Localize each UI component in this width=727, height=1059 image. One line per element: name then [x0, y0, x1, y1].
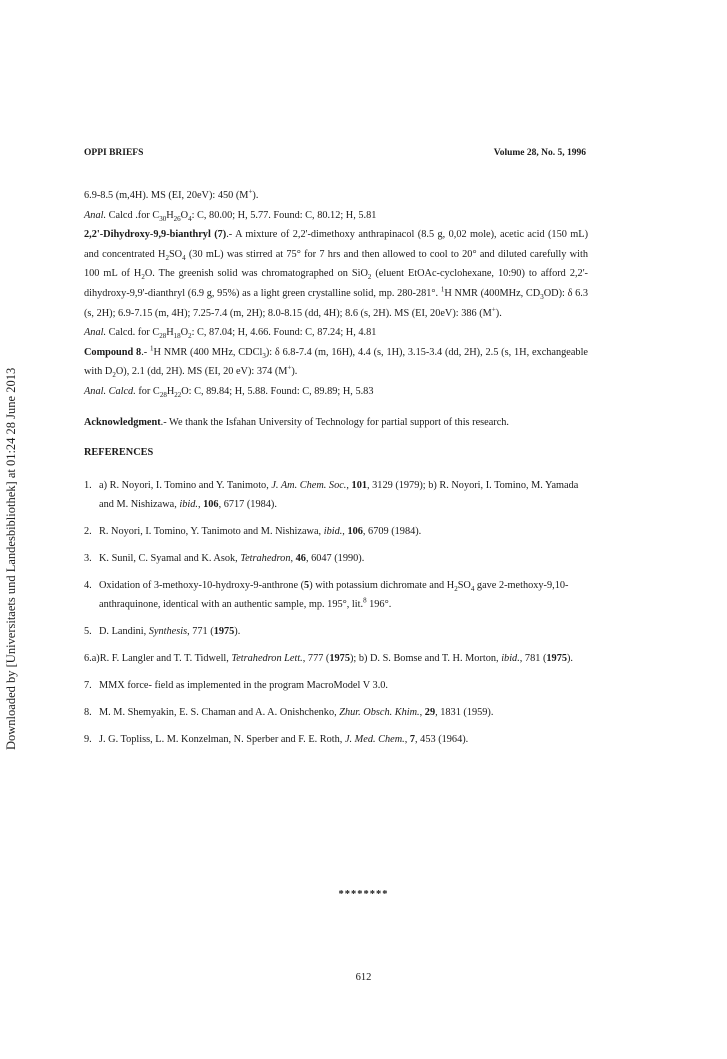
reference-item: 4. Oxidation of 3-methoxy-10-hydroxy-9-anthrone (5) with potassium dichromate and $H_2SO_4$ gave 2-methoxy-9,10-anthraquinone, identical with an authentic sample, mp. 195°, lit.$^8$ 196°.: [84, 579, 569, 610]
reference-item: 5. D. Landini, Synthesis, 771 (1975).: [84, 625, 241, 637]
reference-item: 8. M. M. Shemyakin, E. S. Chaman and A. A. Onishchenko, Zhur. Obsch. Khim., 29, 1831 (1959).: [84, 706, 494, 718]
analysis-line-1: Anal. Calcd .for $C_{30}H_{26}O_4$: C, 80.00; H, 5.77. Found: C, 80.12; H, 5.81: [84, 209, 377, 223]
acknowledgment-title: Acknowledgment: [84, 416, 161, 428]
end-of-article-marker: ********: [338, 889, 389, 900]
reference-item: 9. J. G. Topliss, L. M. Konzelman, N. Sperber and F. E. Roth, J. Med. Chem., 7, 453 (1964).: [84, 733, 469, 745]
compound-8-paragraph: Compound 8.- $^1$H NMR (400 MHz, CDCl$_3$): δ 6.8-7.4 (m, 16H), 4.4 (s, 1H), 3.15-3.4 (dd, 2H), 2.5 (s, 1H, exchangeable with $D_2O$), 2.1 (dd, 2H). MS (EI, 20 eV): 374 (M+).: [84, 344, 589, 380]
compound-7-title: 2,2'-Dihydroxy-9,9-bianthryl (7): [84, 229, 227, 241]
reference-item: 3. K. Sunil, C. Syamal and K. Asok, Tetrahedron, 46, 6047 (1990).: [84, 552, 365, 564]
volume-info: Volume 28, No. 5, 1996: [493, 148, 586, 158]
reference-item: 2. R. Noyori, I. Tomino, Y. Tanimoto and M. Nishizawa, ibid., 106, 6709 (1984).: [84, 525, 422, 537]
ms-data-line: 6.9-8.5 (m,4H). MS (EI, 20eV): 450 (M+).: [84, 187, 259, 201]
acknowledgment-paragraph: Acknowledgment.- We thank the Isfahan University of Technology for partial support of this research.: [84, 416, 510, 428]
analysis-line-3: Anal. Calcd. for $C_{28}H_{22}O$: C, 89.84; H, 5.88. Found: C, 89.89; H, 5.83: [84, 385, 374, 399]
article-body: [84, 186, 588, 749]
reference-item: 1. a) R. Noyori, I. Tomino and Y. Tanimoto, J. Am. Chem. Soc., 101, 3129 (1979); b) R. Noyori, I. Tomino, M. Yamada and M. Nishizawa, ibid., 106, 6717 (1984).: [84, 479, 579, 510]
references-heading: REFERENCES: [84, 447, 154, 459]
analysis-line-2: Anal. Calcd. for $C_{28}H_{18}O_2$: C, 87.04; H, 4.66. Found: C, 87.24; H, 4.81: [84, 327, 377, 341]
download-watermark: [3, 190, 21, 750]
download-note-text: Downloaded by [Universitaets und Landesbibliothek] at 01:24 28 June 2013: [4, 367, 18, 750]
compound-8-title: Compound 8: [84, 346, 142, 358]
journal-section-label: OPPI BRIEFS: [84, 148, 144, 158]
page-number: 612: [355, 972, 372, 983]
compound-7-paragraph: 2,2'-Dihydroxy-9,9-bianthryl (7).- A mixture of 2,2'-dimethoxy anthrapinacol (8.5 g, 0,02 mole), acetic acid (150 mL) and concentrated $H_2SO_4$ (30 mL) was stirred at 75° for 7 hrs and then allowed to cool to 20° and diluted carefully with 100 mL of $H_2O$. The greenish solid was chromatographed on SiO$_2$ (eluent EtOAc-cyclohexane, 10:90) to afford 2,2'-dihydroxy-9,9'-dianthryl (6.9 g, 95%) as a light green crystalline solid, mp. 280-281°. $^1$H NMR (400MHz, $CD_3OD$): δ 6.3 (s, 2H); 6.9-7.15 (m, 4H); 7.25-7.4 (m, 2H); 8.0-8.15 (dd, 4H); 8.6 (s, 2H). MS (EI, 20eV): 386 (M+).: [84, 229, 588, 319]
reference-item: 7. MMX force- field as implemented in the program MacroModel V 3.0.: [84, 679, 389, 691]
reference-item: 6.a) R. F. Langler and T. T. Tidwell, Tetrahedron Lett., 777 (1975); b) D. S. Bomse and T. H. Morton, ibid., 781 (1975).: [84, 652, 573, 664]
running-header: [84, 148, 586, 158]
